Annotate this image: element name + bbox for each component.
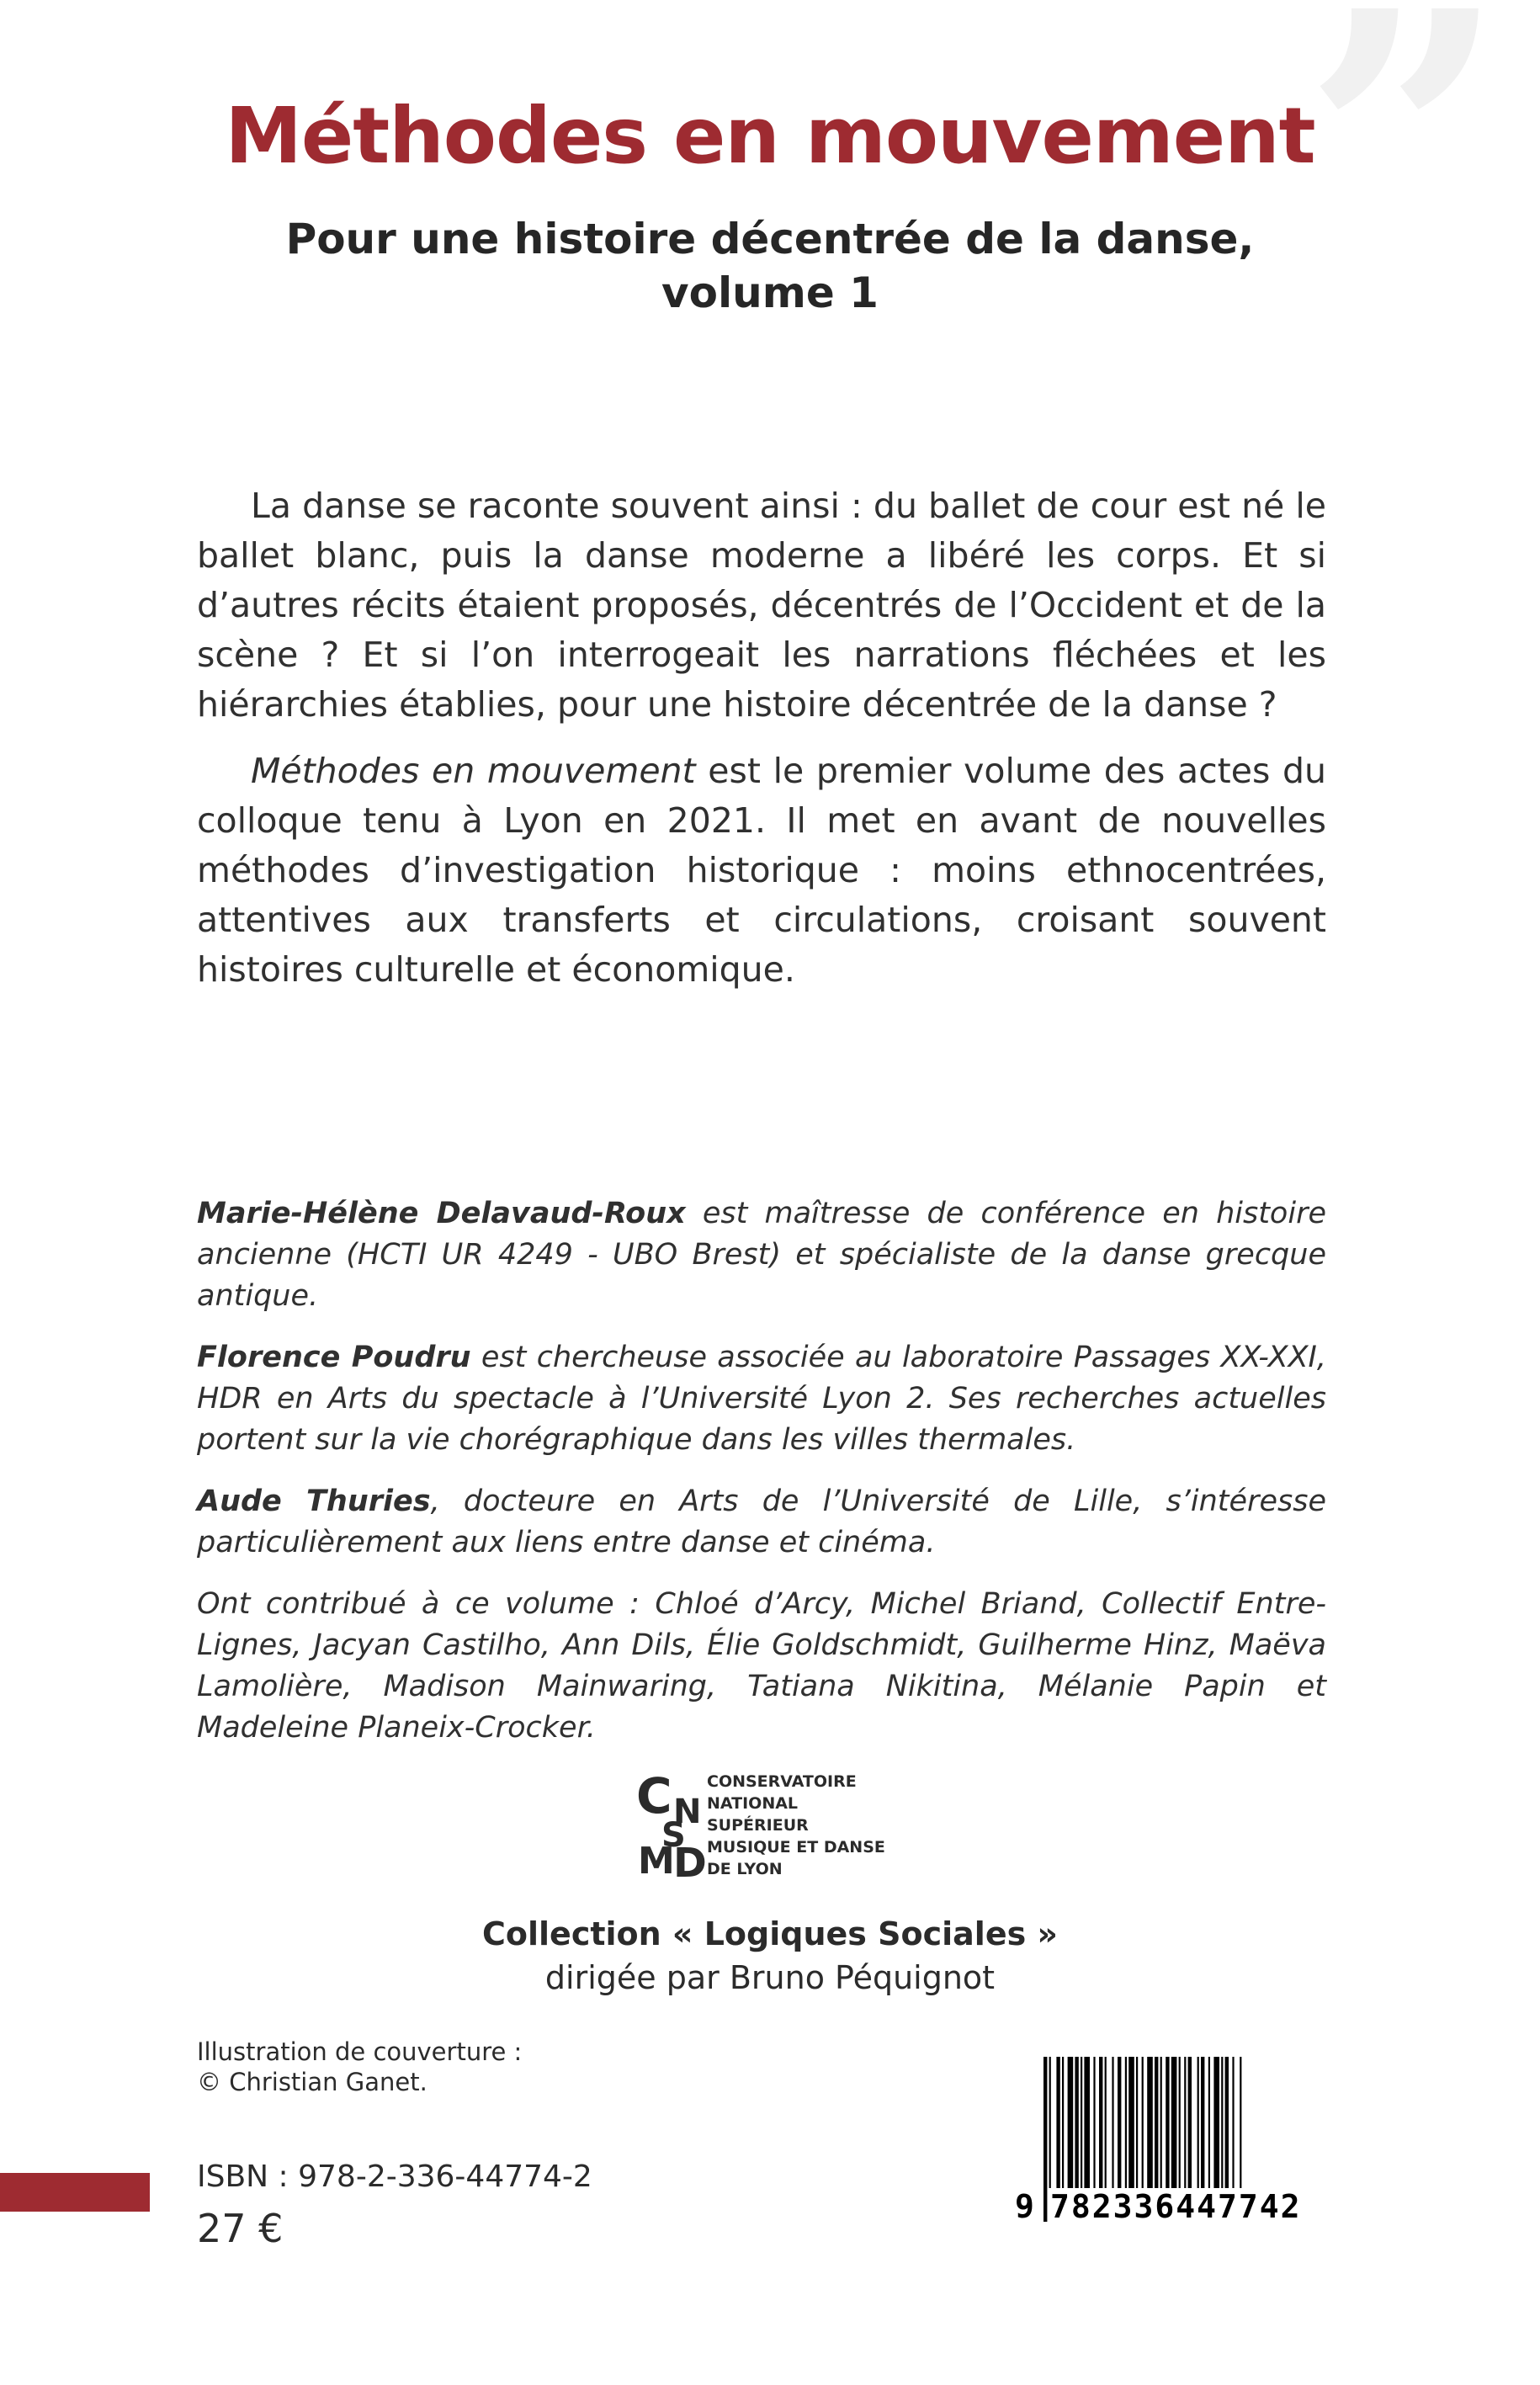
barcode-bar (1084, 2057, 1090, 2191)
blurb-paragraph-2 (197, 746, 1326, 995)
barcode-bar (1166, 2057, 1169, 2191)
barcode-bar (1160, 2057, 1162, 2191)
logo-line: SUPÉRIEUR (707, 1816, 809, 1835)
barcode-bar (1188, 2057, 1192, 2191)
subtitle-line-2: volume 1 (661, 268, 879, 317)
barcode-bar (1179, 2057, 1181, 2191)
barcode-bar (1147, 2057, 1153, 2191)
barcode-bar (1062, 2057, 1064, 2191)
monogram-letter-c: C (636, 1767, 672, 1825)
barcode-bar (1184, 2057, 1186, 2191)
barcode-bar (1225, 2057, 1229, 2191)
monogram-letter-n: N (673, 1793, 702, 1831)
accent-bar (0, 2173, 150, 2212)
bio-entry (197, 1481, 1326, 1564)
bio-name: Aude Thuries (197, 1485, 431, 1518)
cnsmd-monogram (636, 1767, 707, 1887)
barcode-bar (1112, 2057, 1113, 2191)
book-subtitle (0, 212, 1540, 320)
barcode-number (1015, 2188, 1333, 2225)
collection-name: Collection « Logiques Sociales » (482, 1915, 1058, 1952)
illustration-credit-line-1: Illustration de couverture : (197, 2037, 523, 2066)
barcode-bar (1081, 2057, 1082, 2191)
logo-line: CONSERVATOIRE (707, 1772, 857, 1791)
blurb-book-title-italic: Méthodes en mouvement (251, 751, 696, 791)
contributors-list: Ont contribué à ce volume : Chloé d’Arcy, Michel Briand, Collectif Entre-Lignes, Jacyan Castilho, Ann Dils, Élie Goldschmidt, Guilherme Hinz, Maëva Lamolière, Madison Mainwaring, Tatiana Nikitina, Mélanie Papin et Madeleine Planeix-Crocker. (197, 1587, 1326, 1745)
monogram-letter-m: M (638, 1840, 675, 1883)
barcode-bar (1105, 2057, 1107, 2191)
barcode-first-digit: 9 (1015, 2188, 1036, 2225)
logo-line: MUSIQUE ET DANSE (707, 1838, 885, 1856)
isbn: ISBN : 978-2-336-44774-2 (197, 2159, 592, 2194)
barcode-bar (1093, 2057, 1095, 2191)
cnsmd-lyon-logo (636, 1767, 905, 1885)
back-cover-blurb (197, 481, 1326, 1012)
barcode-bar (1201, 2057, 1204, 2191)
barcode-bar (1221, 2057, 1223, 2191)
collection-info (0, 1912, 1540, 2000)
bio-text: , docteure en Arts de l’Université de Lille, s’intéresse particulièrement aux liens entre danse et cinéma. (197, 1485, 1326, 1559)
blurb-paragraph-2-text: est le premier volume des actes du colloque tenu à Lyon en 2021. Il met en avant de nouvelles méthodes d’investigation historique : moins ethnocentrées, attentives aux transferts et circulations, croisant souvent histoires culturelle et économique. (197, 751, 1326, 990)
monogram-letter-d: D (673, 1840, 707, 1887)
barcode-bar (1099, 2057, 1102, 2191)
barcode-bar (1197, 2057, 1199, 2191)
bio-entry (197, 1337, 1326, 1461)
bio-text: est chercheuse associée au laboratoire Passages XX-XXI, HDR en Arts du spectacle à l’Université Lyon 2. Ses recherches actuelles portent sur la vie chorégraphique dans les villes thermales. (197, 1341, 1327, 1457)
barcode-bar (1128, 2057, 1134, 2191)
collection-director: dirigée par Bruno Péquignot (544, 1959, 996, 1996)
barcode-bar (1075, 2057, 1078, 2191)
bio-name: Marie-Hélène Delavaud-Roux (197, 1197, 686, 1230)
barcode-bar (1056, 2057, 1059, 2191)
logo-line: DE LYON (707, 1860, 783, 1878)
book-title: Méthodes en mouvement (225, 91, 1315, 181)
publication-details (197, 2037, 592, 2251)
illustration-credit-line-2: © Christian Ganet. (197, 2068, 427, 2096)
barcode-bar (1171, 2057, 1177, 2191)
blurb-paragraph-1: La danse se raconte souvent ainsi : du ballet de cour est né le ballet blanc, puis la danse moderne a libéré les corps. Et si d’autres récits étaient proposés, décentrés de l’Occident et de la scène ? Et si l’on interrogeait les narrations fléchées et les hiérarchies établies, pour une histoire décentrée de la danse ? (197, 486, 1326, 725)
bio-name: Florence Poudru (197, 1341, 471, 1374)
logo-line: NATIONAL (707, 1794, 799, 1813)
subtitle-line-1: Pour une histoire décentrée de la danse, (285, 215, 1255, 263)
barcode-bar (1136, 2057, 1138, 2191)
barcode-digits: 782336447742 (1050, 2188, 1302, 2225)
bio-entry (197, 1193, 1326, 1317)
decorative-quote-mark-icon: ” (1303, 0, 1506, 350)
barcode-bar (1068, 2057, 1074, 2191)
author-bios (197, 1193, 1326, 1769)
cnsmd-logo-wordmark (707, 1771, 885, 1880)
barcode-bar (1208, 2057, 1210, 2191)
barcode-bar (1232, 2057, 1234, 2191)
barcode-bar (1125, 2057, 1127, 2191)
cover-illustration-credit (197, 2037, 592, 2097)
monogram-letter-s: S (661, 1816, 686, 1855)
barcode-bar (1155, 2057, 1158, 2191)
barcode-bar (1213, 2057, 1219, 2191)
price: 27 € (197, 2206, 284, 2251)
barcode-bar (1118, 2057, 1121, 2191)
bio-text: est maîtresse de conférence en histoire ancienne (HCTI UR 4249 - UBO Brest) et spécialiste de la danse grecque antique. (197, 1197, 1326, 1313)
